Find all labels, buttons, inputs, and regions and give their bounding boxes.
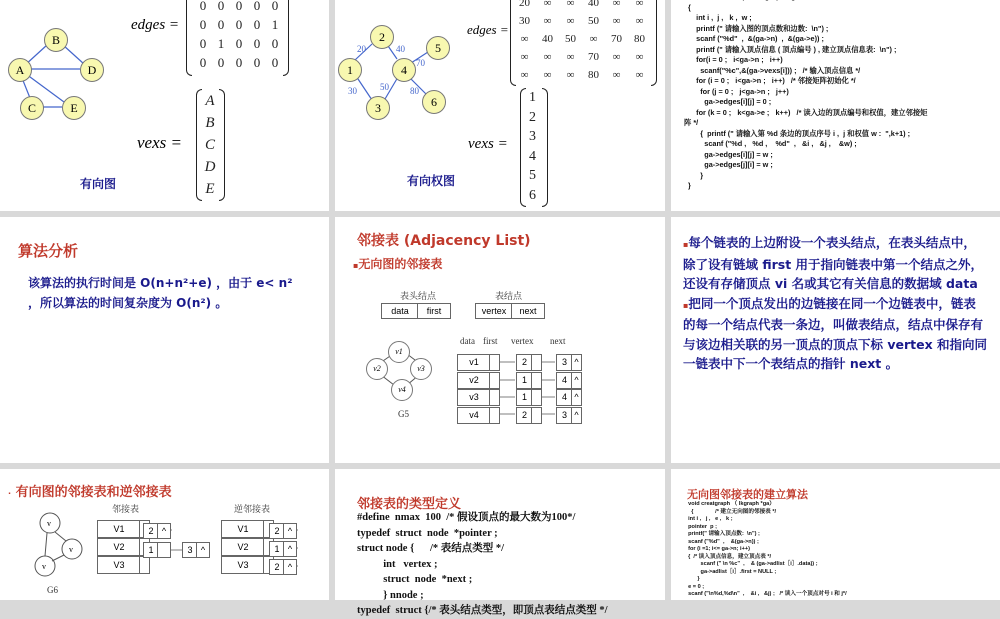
edge-weight: 70 — [416, 58, 425, 68]
code-line: ga->edges[i][j] = w ; — [684, 149, 773, 159]
edge-weight: 50 — [380, 82, 389, 92]
column-header: first — [483, 336, 498, 346]
matrix-cell: 20 — [519, 0, 530, 9]
matrix-cell: 0 — [199, 17, 207, 32]
code-line: 阵 */ — [684, 118, 699, 127]
code-line: { — [684, 2, 691, 12]
code-line: int i , j , e , k ; — [685, 516, 733, 522]
code-line: #define nmax 100 /* 假设顶点的最大数为100*/ — [357, 512, 576, 523]
matrix-cell: 1 — [271, 17, 279, 32]
code-line: } nnode ; — [357, 589, 424, 601]
code-line: pointer p ; — [685, 523, 718, 530]
inv-node-null: ^ — [283, 559, 297, 575]
list-node-vertex: 2 — [516, 407, 533, 424]
code-line: ga->edges[j][i] = w ; — [684, 160, 773, 169]
code-block — [357, 510, 608, 619]
graph-node: E — [62, 96, 86, 120]
list-node-vertex: 2 — [516, 354, 533, 371]
code-line: struct node *next ; — [357, 574, 473, 585]
edge-node-label: 表结点 — [495, 291, 523, 301]
matrix-cell: ∞ — [635, 0, 644, 9]
adj-head-vertex: V3 — [97, 556, 141, 574]
graph-node: 3 — [366, 96, 390, 120]
graph-label: G5 — [398, 409, 409, 419]
adj-node-vertex: 1 — [143, 542, 159, 558]
inv-head-vertex: V3 — [221, 556, 265, 574]
graph-label: G6 — [47, 585, 58, 595]
list-head-vertex: v1 — [457, 354, 491, 371]
adj-head-vertex: V2 — [97, 538, 141, 556]
matrix-cell: 0 — [253, 55, 261, 70]
inv-head-vertex: V1 — [221, 520, 265, 538]
code-line: { /* 读入顶点信息，建立顶点表 */ — [685, 553, 772, 560]
list-node-vertex: 1 — [516, 372, 533, 389]
head-field: data — [381, 303, 419, 319]
graph-node: 1 — [338, 58, 362, 82]
matrix-cell: ∞ — [520, 33, 529, 45]
edge-field: vertex — [475, 303, 513, 319]
code-line: for (i =1; i<= ga->n; i++) — [685, 546, 750, 552]
edge-weight: 40 — [396, 44, 405, 54]
graph-node: C — [20, 96, 44, 120]
code-line: typedef struct {/* 表头结点类型，即顶点表结点类型 */ — [357, 605, 608, 616]
edge-weight: 80 — [410, 86, 419, 96]
code-line: for(i = 0 ; i<ga->n ; i++) — [684, 55, 783, 64]
svg-text:v: v — [69, 545, 73, 554]
code-block — [684, 0, 927, 192]
vexs-cell: C — [204, 137, 215, 153]
code-line: e = 0 ; — [685, 583, 705, 590]
edges-label: edges = — [131, 17, 180, 33]
matrix-cell: 70 — [588, 51, 599, 63]
list-head-vertex: v2 — [457, 372, 491, 389]
matrix-cell: 0 — [199, 0, 207, 13]
analysis-line: 该算法的执行时间是 O(n+n²+e) ，由于 e< n² — [28, 276, 293, 290]
edges-label: edges = — [467, 22, 509, 37]
slide-title: 算法分析 — [18, 242, 79, 260]
slide-title: 无向图邻接表的建立算法 — [687, 488, 808, 501]
vexs-cell: B — [205, 115, 215, 131]
slide-create-graph-code[interactable] — [671, 0, 1000, 211]
matrix-cell: 0 — [235, 0, 243, 13]
list-node-next — [531, 389, 542, 406]
code-line: scanf ("%d , %d , %d" , &i , &j , &w) ; — [684, 139, 857, 148]
list-node-null: ^ — [571, 407, 582, 424]
matrix-cell: 0 — [199, 55, 207, 70]
matrix-cell: ∞ — [520, 51, 529, 63]
matrix-cell: ∞ — [543, 0, 552, 9]
code-line: ga->edges[i][j] = 0 ; — [684, 97, 772, 106]
code-line: printf (" 请输入顶点信息 ( 顶点编号 ) , 建立顶点信息表: \n") ; — [684, 44, 897, 54]
adj-node-next — [157, 542, 171, 558]
vexs-bracket — [219, 89, 225, 201]
list-node-vertex: 3 — [556, 407, 573, 424]
list-head-first — [489, 354, 500, 371]
graph-node: A — [8, 58, 32, 82]
code-line: void creatgraph （ lkgraph *ga） — [685, 501, 775, 507]
code-block — [685, 501, 847, 599]
code-line: typedef struct node *pointer ; — [357, 527, 498, 539]
code-line: int i , j , k , w ; — [684, 13, 752, 22]
matrix-bracket — [651, 0, 657, 86]
undirected-graph-edges — [335, 217, 665, 463]
matrix-cell: ∞ — [635, 15, 644, 27]
matrix-cell: ∞ — [612, 15, 621, 27]
matrix-cell: ∞ — [566, 51, 575, 63]
vexs-label: vexs = — [137, 133, 182, 152]
code-line: scanf (" \n %c" , & (ga->adlist［i］.data)) ; — [685, 561, 818, 567]
code-line: scanf ("%d" , &(ga->n)) ; — [685, 538, 759, 545]
matrix-cell: ∞ — [543, 69, 552, 81]
adj-node-null: ^ — [196, 542, 210, 558]
slide-build-algorithm[interactable] — [671, 469, 1000, 600]
code-line: { printf (" 请输入第 %d 条边的顶点序号 i , j 和权值 w : ",k+1) ; — [684, 128, 911, 138]
inv-node-null: ^ — [283, 541, 297, 557]
matrix-cell: 0 — [271, 0, 279, 13]
vexs-cell: 1 — [529, 90, 536, 105]
adj-head-vertex: V1 — [97, 520, 141, 538]
code-line: scanf ("%d" , &(ga->n) , &(ga->e)) ; — [684, 34, 824, 43]
matrix-bracket — [186, 0, 192, 76]
list-node-vertex: 1 — [516, 389, 533, 406]
column-header: data — [460, 336, 475, 346]
slide-weighted-graph-matrix[interactable] — [335, 0, 665, 211]
matrix-cell: 0 — [235, 36, 243, 51]
matrix-cell: 80 — [588, 69, 599, 81]
matrix-cell: ∞ — [543, 51, 552, 63]
matrix-cell: ∞ — [566, 0, 575, 9]
head-field: first — [417, 303, 451, 319]
inv-head-vertex: V2 — [221, 538, 265, 556]
graph-node: 5 — [426, 36, 450, 60]
graph-node: B — [44, 28, 68, 52]
matrix-cell: 0 — [253, 0, 261, 13]
vexs-vector — [524, 88, 541, 205]
matrix-cell: 0 — [253, 36, 261, 51]
list-node-next — [531, 407, 542, 424]
inv-node-null: ^ — [283, 523, 297, 539]
code-line: printf(" 请输入顶点数: \n") ; — [685, 531, 760, 537]
list-node-null: ^ — [571, 354, 582, 371]
graph-node: 4 — [392, 58, 416, 82]
adj-head-first — [139, 556, 150, 574]
matrix-cell: 0 — [217, 0, 225, 13]
slide-title: 邻接表 (Adjacency List) — [357, 233, 531, 249]
inverse-list-label: 逆邻接表 — [234, 504, 271, 514]
slide-directed-adjacency-lists[interactable] — [0, 469, 329, 600]
slide-algorithm-analysis[interactable] — [0, 217, 329, 463]
explanation-text — [683, 233, 987, 374]
graph-node: 2 — [370, 25, 394, 49]
matrix-cell: 80 — [634, 33, 645, 45]
slide-directed-graph-matrix[interactable] — [0, 0, 329, 211]
vexs-cell: 3 — [529, 129, 536, 144]
matrix-cell: 50 — [588, 15, 599, 27]
code-line: } — [684, 181, 691, 190]
adjacency-matrix — [194, 0, 284, 72]
vexs-vector — [201, 90, 219, 200]
column-header: next — [550, 336, 566, 346]
code-line: scanf ("\n%d,%d\n" , &i , &j) ; /* 读入一个顶点对号 i 和 j*/ — [685, 591, 847, 597]
code-line: } — [684, 170, 704, 180]
slide-title: 邻接表的类型定义 — [357, 497, 462, 512]
list-head-first — [489, 389, 500, 406]
code-line: printf (" 请输入图的顶点数和边数: \n") ; — [684, 23, 829, 33]
vexs-label: vexs = — [468, 136, 508, 152]
slide-caption: 有向权图 — [407, 174, 456, 188]
matrix-cell: ∞ — [635, 69, 644, 81]
list-node-null: ^ — [571, 389, 582, 406]
analysis-text — [28, 273, 292, 313]
adj-node-null: ^ — [157, 523, 171, 539]
explanation-para: ▪每个链表的上边附设一个表头结点，在表头结点中，除了设有链域 first 用于指向链表中第一个结点之外，还设有存储顶点 vi 名或其它有关信息的数据域 data — [683, 235, 984, 291]
slide-subtitle: ▪无向图的邻接表 — [353, 257, 443, 271]
matrix-cell: 0 — [271, 36, 279, 51]
explanation-para: ▪把同一个顶点发出的边链接在同一个边链表中，链表的每一个结点代表一条边，叫做表结点，结点中保存有与该边相关联的另一顶点的顶点下标 vertex 和指向同一链表中下一个表结点的指针 next 。 — [683, 295, 988, 371]
vexs-cell: 6 — [529, 187, 536, 203]
adj-node-vertex: 3 — [182, 542, 198, 558]
matrix-cell: ∞ — [635, 51, 644, 63]
code-line: for (k = 0 ; k<ga->e ; k++) /* 读入边的顶点编号和权值，建立邻接矩 — [684, 107, 928, 117]
code-line: scanf("%c",&(ga->vexs[i])) ; /* 输入顶点信息 */ — [684, 65, 861, 75]
matrix-cell: 70 — [611, 33, 622, 45]
list-node-vertex: 4 — [556, 372, 573, 389]
graph-node: D — [80, 58, 104, 82]
matrix-cell: 1 — [217, 36, 225, 51]
matrix-cell: 0 — [217, 55, 225, 70]
matrix-cell: ∞ — [566, 69, 575, 81]
matrix-cell: 30 — [519, 15, 530, 27]
code-line: int vertex ; — [357, 558, 438, 570]
graph-node: v3 — [410, 358, 432, 380]
matrix-cell: ∞ — [543, 15, 552, 27]
head-node-label: 表头结点 — [400, 291, 437, 301]
slide-head-node-explanation[interactable] — [671, 217, 1000, 463]
matrix-cell: 0 — [217, 17, 225, 32]
matrix-cell: 40 — [542, 33, 553, 45]
vexs-cell: 5 — [529, 168, 536, 183]
matrix-cell: 0 — [235, 17, 243, 32]
matrix-cell: 0 — [235, 55, 243, 70]
matrix-cell: ∞ — [589, 33, 598, 45]
adj-list-label: 邻接表 — [112, 504, 140, 514]
edge-field: next — [511, 303, 545, 319]
slide-title: · 有向图的邻接表和逆邻接表 — [8, 485, 172, 500]
list-node-vertex: 3 — [556, 354, 573, 371]
matrix-cell: ∞ — [612, 51, 621, 63]
matrix-cell: 0 — [271, 55, 279, 70]
code-line: ga->adlist［i］.first = NULL ; — [685, 568, 777, 575]
list-head-first — [489, 372, 500, 389]
graph-node: v1 — [388, 341, 410, 363]
vexs-cell: A — [205, 93, 215, 109]
column-header: vertex — [511, 336, 534, 346]
svg-text:v: v — [47, 519, 51, 528]
code-line: for (i = 0 ; i<ga->n ; i++) /* 邻接矩阵初始化 */ — [684, 76, 856, 85]
graph-node: v2 — [366, 358, 388, 380]
slide-adjacency-list[interactable] — [335, 217, 665, 463]
vexs-bracket — [542, 88, 548, 207]
code-line: } — [685, 576, 700, 582]
inv-node-vertex: 2 — [269, 523, 285, 539]
vexs-cell: E — [205, 181, 215, 197]
matrix-cell: ∞ — [520, 69, 529, 81]
code-line: struct node { /* 表结点类型 */ — [357, 543, 505, 554]
list-node-next — [531, 354, 542, 371]
inv-node-vertex: 1 — [269, 541, 285, 557]
code-line: for (j = 0 ; j<ga->n ; j++) — [684, 86, 789, 96]
edge-weight: 30 — [348, 86, 357, 96]
graph-node: v4 — [391, 379, 413, 401]
analysis-line: ，所以算法的时间复杂度为 O(n²) 。 — [28, 296, 228, 310]
matrix-cell: 50 — [565, 33, 576, 45]
list-head-vertex: v4 — [457, 407, 491, 424]
adj-node-vertex: 2 — [143, 523, 159, 539]
vexs-cell: 2 — [529, 109, 536, 125]
inv-node-vertex: 2 — [269, 559, 285, 575]
graph-node: 6 — [422, 90, 446, 114]
list-head-vertex: v3 — [457, 389, 491, 406]
weight-matrix — [513, 0, 651, 84]
list-node-null: ^ — [571, 372, 582, 389]
code-line: { /* 建立无向图的邻接表 */ — [685, 508, 777, 515]
vexs-cell: 4 — [529, 148, 536, 164]
slide-type-definition[interactable] — [335, 469, 665, 616]
matrix-cell: 40 — [588, 0, 599, 9]
list-node-vertex: 4 — [556, 389, 573, 406]
list-head-first — [489, 407, 500, 424]
matrix-cell: 0 — [253, 17, 261, 32]
list-node-next — [531, 372, 542, 389]
matrix-cell: ∞ — [566, 15, 575, 27]
edge-weight: 20 — [357, 44, 366, 54]
slide-caption: 有向图 — [80, 177, 117, 191]
vexs-cell: D — [204, 159, 216, 175]
svg-text:v: v — [42, 562, 46, 571]
matrix-cell: ∞ — [612, 69, 621, 81]
matrix-cell: ∞ — [612, 0, 621, 9]
matrix-cell: 0 — [199, 36, 207, 51]
